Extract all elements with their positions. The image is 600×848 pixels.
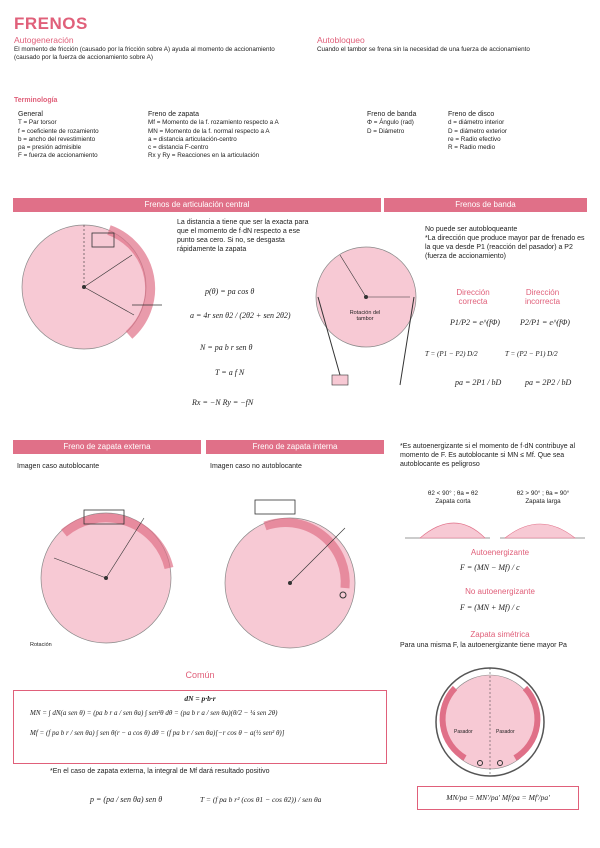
corta-label: Zapata corta: [435, 498, 471, 505]
zapata-item: MN = Momento de la f. normal respecto a A: [148, 127, 270, 135]
band-pin: [332, 375, 348, 385]
autobloqueo-title: Autobloqueo: [317, 35, 365, 45]
formula-mn: MN = ∫ dN(a sen θ) = (pa b r a / sen θa) ∫ sen²θ dθ = (pa b r a / sen θa)(θ/2 − ¼ sen 2θ): [30, 709, 278, 717]
corta-curve: [420, 523, 485, 538]
corta-cond: θ2 < 90° ; θa = θ2: [427, 490, 479, 497]
general-heading: General: [18, 111, 43, 118]
formula-dn: dN = p·b·r: [184, 694, 216, 703]
formula-n: N = pa b r sen θ: [200, 343, 253, 352]
terminologia-title: Terminología: [14, 97, 58, 104]
autogeneracion-title: Autogeneración: [14, 35, 74, 45]
larga-label: Zapata larga: [525, 498, 561, 505]
banda-p-incorrecta: pa = 2P2 / bD: [525, 378, 572, 387]
formula-a: a = 4r sen θ2 / (2θ2 + sen 2θ2): [190, 311, 291, 320]
terminologia-general: [18, 111, 148, 161]
simetrica-text: Para una misma F, la autoenergizante tiene mayor Pa: [400, 642, 567, 649]
formula-torque: T = (f pa b r² (cos θ1 − cos θ2)) / sen θa: [200, 795, 322, 804]
zapata-item: a = distancia articulación-centro: [148, 135, 237, 143]
no-autoenergizante-title: No autoenergizante: [465, 587, 535, 596]
interna-triangle: [255, 500, 295, 514]
externa-center: [104, 576, 108, 580]
banda-t-correcta: T = (P1 − P2) D/2: [425, 350, 478, 358]
section-comun: Común: [185, 670, 215, 680]
center-point: [82, 285, 86, 289]
ratio-box: MN/pa = MN'/pa' Mf/pa = Mf'/pa': [417, 786, 579, 810]
disco-item: d = diámetro interior: [448, 119, 505, 127]
banda-text: No puede ser autobloqueante *La dirección que produce mayor par de frenado es la que va desde P1 (reacción del pasador) a P2 (fuerza de accionamiento): [425, 226, 585, 260]
larga-curve: [505, 524, 575, 538]
banda-incorrecta-title: Dirección incorrecta: [524, 288, 561, 306]
banda-f-correcta: P1/P2 = e^(fΦ): [450, 318, 500, 327]
autoenergizante-title: Autoenergizante: [470, 548, 530, 557]
general-item: T = Par torsor: [18, 119, 57, 127]
zapata-item: Mf = Momento de la f. rozamiento respecto a A: [148, 119, 279, 127]
zapata-item: Rx y Ry = Reacciones en la articulación: [148, 152, 260, 160]
interna-center: [288, 581, 292, 585]
larga-cond: θ2 > 90° ; θa = 90°: [516, 490, 570, 497]
externa-rotation-label: Rotación: [30, 642, 52, 648]
autogeneracion-text: El momento de fricción (causado por la fricción sobre A) ayuda al momento de accionamiento (causado por la fuerza de accionamiento sobre A): [14, 46, 275, 62]
formula-mf: Mf = (f pa b r / sen θa) ∫ sen θ(r − a cos θ) dθ = (f pa b r / sen θa)[−r cos θ − a(½ sen² θ)]: [30, 729, 285, 737]
disco-item: re = Radio efectivo: [448, 135, 501, 143]
formula-no-autoenergizante: F = (MN + Mf) / c: [460, 603, 520, 612]
simetrica-title: Zapata simétrica: [470, 630, 530, 639]
banda-f-incorrecta: P2/P1 = e^(fΦ): [520, 318, 570, 327]
simetrica-diagram: [425, 663, 555, 781]
disco-item: D = diámetro exterior: [448, 127, 507, 135]
disco-heading: Freno de disco: [448, 111, 495, 118]
comun-formula-box: [13, 690, 387, 764]
formula-autoenergizante: F = (MN − Mf) / c: [460, 563, 520, 572]
banda-p-correcta: pa = 2P1 / bD: [455, 378, 502, 387]
externa-diagram: [14, 478, 199, 653]
section-frenos-banda: Frenos de banda: [384, 198, 587, 212]
terminologia-disco: [448, 111, 588, 152]
banda-heading: Freno de banda: [367, 111, 417, 118]
autobloqueo-text: Cuando el tambor se frena sin la necesidad de una fuerza de accionamiento: [317, 46, 530, 53]
terminologia-zapata: [148, 111, 348, 161]
band-center: [364, 295, 368, 299]
zapata-heading: Freno de zapata: [148, 111, 199, 118]
section-articulacion-central: Frenos de articulación central: [13, 198, 381, 212]
page-title: FRENOS: [14, 14, 88, 33]
externa-caption: Imagen caso autoblocante: [17, 463, 100, 470]
pivot-label-right: Pasador: [496, 729, 515, 735]
banda-item: Φ = Ángulo (rad): [367, 119, 414, 127]
general-item: pa = presión admisible: [18, 144, 82, 152]
zapata-curves: [400, 508, 590, 542]
general-item: f = coeficiente de rozamiento: [18, 127, 99, 135]
banda-t-incorrecta: T = (P2 − P1) D/2: [505, 350, 558, 358]
section-zapata-interna: Freno de zapata interna: [206, 440, 384, 454]
general-item: F = fuerza de accionamiento: [18, 152, 98, 160]
articulacion-diagram: [14, 215, 174, 355]
articulacion-text: La distancia a tiene que ser la exacta para que el momento de f·dN respecto a ese punto sea cero. Si no, se desgasta rápidamente la zapata: [177, 219, 309, 253]
interna-caption: Imagen caso no autoblocante: [210, 463, 302, 470]
terminologia-banda: [367, 111, 447, 136]
zapata-item: c = distancia F-centro: [148, 144, 209, 152]
pivot-label-left: Pasador: [454, 729, 473, 735]
disco-item: R = Radio medio: [448, 144, 496, 152]
banda-item: D = Diámetro: [367, 127, 405, 135]
banda-diagram-label: Rotación del tambor: [349, 310, 381, 322]
formula-t: T = a f N: [215, 368, 245, 377]
general-item: b = ancho del revestimiento: [18, 135, 96, 143]
derecha-note: *Es autoenergizante si el momento de f·dN contribuye al momento de F. Es autoblocante si MN ≤ Mf. Que sea autoblocante es peligroso: [400, 443, 576, 468]
banda-correcta-title: Dirección correcta: [456, 288, 490, 306]
formula-pressure: p(θ) = pa cos θ: [205, 287, 255, 296]
formula-reactions: Rx = −N Ry = −fN: [192, 398, 254, 407]
formula-p: p = (pa / sen θa) sen θ: [90, 795, 163, 804]
interna-diagram: [205, 478, 385, 653]
section-zapata-externa: Freno de zapata externa: [13, 440, 201, 454]
comun-note: *En el caso de zapata externa, la integral de Mf dará resultado positivo: [50, 768, 270, 775]
